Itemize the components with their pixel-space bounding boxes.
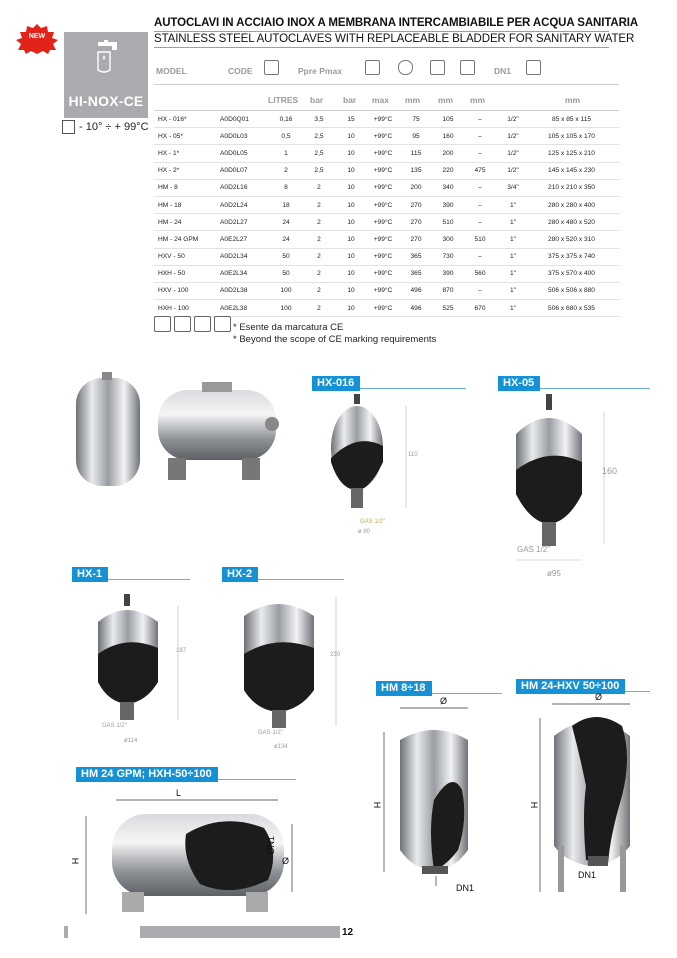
table-cell: HX - 2* [158,167,180,175]
table-cell: 280 x 280 x 400 [548,201,595,209]
table-cell: 2 [317,201,321,209]
table-cell: A0D2L38 [220,287,248,295]
table-cell: +99°C [373,235,393,243]
table-cell: 365 [410,253,422,261]
table-cell: 18 [282,201,290,209]
col-header-pressure: Ppre Pmax [298,66,342,76]
table-cell: 1" [509,201,516,209]
table-cell: HM - 24 [158,218,182,226]
table-cell: A0E2L27 [220,235,248,243]
recycle-icon [214,316,231,332]
table-cell: HM - 8 [158,184,178,192]
table-cell: 1" [509,287,516,295]
col-header-code: CODE [228,66,253,76]
dim-diameter: Ø [282,856,290,866]
table-cell: 670 [474,304,486,312]
table-cell: 560 [474,270,486,278]
dim-dn1: DN1 [266,835,277,855]
unit-bar-ppre: bar [310,95,324,105]
table-cell: 390 [442,270,454,278]
tank-drawing-hx2 [236,590,356,740]
table-cell: 10 [347,287,355,295]
unit-temp-max: max [372,95,390,105]
volume-icon [264,60,279,75]
divider [154,84,619,85]
tank-drawing-hm24 [526,696,652,896]
table-cell: 145 x 145 x 230 [548,167,595,175]
table-cell: 1/2" [507,115,519,123]
table-cell: 390 [442,201,454,209]
unit-mm-height: mm [438,95,454,105]
table-row [154,180,619,197]
divider [154,47,609,48]
table-cell: 10 [347,218,355,226]
dim-dn1: DN1 [456,883,475,893]
table-row [154,163,619,180]
table-cell: 340 [442,184,454,192]
table-cell: 1/2" [507,167,519,175]
unit-mm-length: mm [470,95,486,105]
dim-gas: GAS 1/2" [258,730,283,736]
table-cell: 496 [410,304,422,312]
table-cell: 10 [347,184,355,192]
dim-height: H [529,801,540,809]
dim-gas: GAS 1/2" [517,545,551,554]
length-icon [460,60,475,75]
note-italian: * Esente da marcatura CE [233,322,344,333]
table-cell: 50 [282,253,290,261]
table-cell: 270 [410,218,422,226]
table-cell: HM - 24 GPM [158,235,199,243]
dim-diameter: ø114 [124,738,138,744]
table-cell: HX - 05* [158,132,183,140]
table-cell: 115 [410,149,422,157]
table-cell: 475 [474,167,486,175]
table-cell: 85 x 85 x 115 [551,115,592,123]
table-row [154,128,619,145]
table-cell: 300 [442,235,454,243]
section-label: HM 8÷18 [376,678,502,694]
table-row [154,145,619,162]
col-header-dn1: DN1 [494,66,512,76]
table-cell: +99°C [373,218,393,226]
table-cell: 100 [280,304,292,312]
thermometer-icon [365,60,380,75]
table-cell: – [478,132,482,140]
table-cell: 105 [442,115,454,123]
table-cell: – [478,287,482,295]
table-cell: 2,5 [314,149,324,157]
section-label: HM 24-HXV 50÷100 [516,676,650,692]
table-cell: 2,5 [314,132,324,140]
table-cell: 160 [442,132,454,140]
table-cell: A0D2L34 [220,253,248,261]
table-cell: 10 [347,253,355,261]
table-cell: 3,5 [314,115,324,123]
table-cell: 510 [474,235,486,243]
dim-dn1: DN1 [578,870,597,880]
ce-mark-icon [154,316,171,332]
table-cell: A0D2L24 [220,201,248,209]
dim-height: H [70,857,81,865]
pressure-icon [174,316,191,332]
table-row [154,300,619,317]
table-cell: 2 [317,218,321,226]
table-cell: 1" [509,304,516,312]
dim-diameter: ø95 [547,569,561,578]
table-cell: +99°C [373,270,393,278]
table-cell: 510 [442,218,454,226]
table-cell: 15 [347,115,355,123]
table-cell: 0,5 [281,132,291,140]
table-cell: 2 [317,270,321,278]
table-cell: 270 [410,201,422,209]
table-cell: +99°C [373,287,393,295]
dim-diameter: ø134 [274,744,288,750]
table-cell: 2 [317,253,321,261]
section-label: HX-016 [312,373,466,389]
table-cell: 10 [347,235,355,243]
table-cell: 100 [280,287,292,295]
table-cell: 870 [442,287,454,295]
table-cell: 1" [509,235,516,243]
new-badge-label: NEW [28,33,46,40]
table-cell: 2,5 [314,167,324,175]
table-cell: 375 x 375 x 740 [548,253,595,261]
table-cell: – [478,218,482,226]
table-cell: 50 [282,270,290,278]
col-header-model: MODEL [156,66,187,76]
table-cell: 105 x 105 x 170 [548,132,595,140]
dim-diameter: Ø [440,696,448,706]
dim-diameter: ø 80 [358,529,371,535]
table-cell: A0D0L07 [220,167,248,175]
tank-drawing-hx016 [330,392,420,522]
table-cell: +99°C [373,149,393,157]
table-cell: – [478,201,482,209]
table-cell: HXV - 100 [158,287,189,295]
certification-icons [154,316,231,332]
table-row [154,214,619,231]
unit-bar-pmax: bar [343,95,357,105]
product-title: HI-NOX-CE [68,93,144,109]
tank-drawing-hx1 [86,592,196,732]
dim-height: 110 [408,452,418,458]
table-cell: 2 [317,184,321,192]
table-cell: HXH - 100 [158,304,189,312]
table-cell: 2 [317,304,321,312]
table-cell: 525 [442,304,454,312]
table-cell: 200 [442,149,454,157]
table-cell: 1/2" [507,132,519,140]
table-cell: HX - 1* [158,149,180,157]
table-cell: 1 [284,149,288,157]
table-cell: 10 [347,270,355,278]
product-photo [72,372,282,494]
table-cell: 10 [347,201,355,209]
table-cell: +99°C [373,253,393,261]
page-number: 12 [342,927,354,938]
tank-drawing-hm818 [378,700,488,890]
water-tap-icon [94,40,120,76]
table-cell: – [478,115,482,123]
table-cell: 95 [412,132,420,140]
tank-drawing-hm24gpm [82,794,302,916]
spec-table [154,111,619,317]
table-cell: 730 [442,253,454,261]
table-cell: HM - 18 [158,201,182,209]
table-cell: A0E2L38 [220,304,248,312]
table-cell: 0,16 [279,115,293,123]
table-cell: +99°C [373,115,393,123]
dim-gas: GAS 1/2" [102,723,127,729]
table-cell: 10 [347,304,355,312]
table-cell: +99°C [373,132,393,140]
table-cell: 10 [347,167,355,175]
table-cell: A0D0Q01 [220,115,249,123]
table-cell: A0D0L03 [220,132,248,140]
table-cell: – [478,253,482,261]
table-cell: 75 [412,115,420,123]
table-cell: +99°C [373,167,393,175]
table-cell: A0D2L27 [220,218,248,226]
table-cell: 24 [282,235,290,243]
dim-diameter: Ø [595,692,603,702]
dim-gas: GAS 1/2" [360,519,385,525]
dim-height: 187 [176,648,187,654]
table-cell: A0D0L05 [220,149,248,157]
table-row [154,249,619,266]
section-label: HM 24 GPM; HXH-50÷100 [76,764,296,780]
package-icon [526,60,541,75]
table-cell: 125 x 125 x 210 [548,149,595,157]
table-cell: 506 x 680 x 535 [548,304,595,312]
table-cell: 496 [410,287,422,295]
dim-length: L [176,788,182,798]
thermometer-icon [62,120,75,134]
table-row [154,197,619,214]
unit-mm-package: mm [565,95,581,105]
table-cell: 3/4" [507,184,519,192]
table-cell: 10 [347,132,355,140]
temperature-range [62,120,149,134]
section-label: HX-2 [222,564,344,580]
table-cell: 375 x 570 x 400 [548,270,595,278]
unit-mm-diameter: mm [405,95,421,105]
table-row [154,231,619,248]
table-cell: 200 [410,184,422,192]
table-cell: 1/2" [507,149,519,157]
table-row [154,283,619,300]
note-english: * Beyond the scope of CE marking requirements [233,334,437,345]
dim-height: 230 [330,652,341,658]
table-cell: A0D2L16 [220,184,248,192]
table-cell: 270 [410,235,422,243]
section-label: HX-1 [72,564,190,580]
table-cell: 210 x 210 x 350 [548,184,595,192]
table-cell: 1" [509,253,516,261]
footer-bar [64,926,68,938]
table-cell: +99°C [373,201,393,209]
new-badge [16,24,58,54]
table-cell: 24 [282,218,290,226]
height-icon [430,60,445,75]
table-cell: A0E2L34 [220,270,248,278]
dim-height: H [372,801,383,809]
table-cell: 220 [442,167,454,175]
temperature-range-value: - 10° ÷ + 99°C [79,121,149,133]
table-cell: HXV - 50 [158,253,185,261]
table-cell: – [478,184,482,192]
table-cell: 135 [410,167,422,175]
table-cell: 506 x 506 x 880 [548,287,595,295]
table-cell: 8 [284,184,288,192]
table-cell: – [478,149,482,157]
table-cell: HXH - 50 [158,270,186,278]
table-cell: 280 x 480 x 520 [548,218,595,226]
unit-litres: LITRES [268,95,299,105]
table-row [154,111,619,128]
footer-bar [140,926,340,938]
table-cell: 2 [317,287,321,295]
title-italian: AUTOCLAVI IN ACCIAIO INOX A MEMBRANA INTERCAMBIABILE PER ACQUA SANITARIA [154,17,639,29]
table-cell: +99°C [373,184,393,192]
table-cell: 280 x 520 x 310 [548,235,595,243]
table-cell: 1" [509,270,516,278]
table-cell: 2 [317,235,321,243]
table-row [154,266,619,283]
table-cell: 365 [410,270,422,278]
divider [154,31,609,32]
table-cell: 10 [347,149,355,157]
table-cell: 2 [284,167,288,175]
dim-height: 160 [602,466,618,476]
table-cell: +99°C [373,304,393,312]
diameter-icon [398,60,413,75]
title-english: STAINLESS STEEL AUTOCLAVES WITH REPLACEABLE BLADDER FOR SANITARY WATER [154,33,635,45]
table-cell: HX - 016* [158,115,187,123]
section-label: HX-05 [498,373,650,389]
water-tap-icon [194,316,211,332]
table-cell: 1" [509,218,516,226]
